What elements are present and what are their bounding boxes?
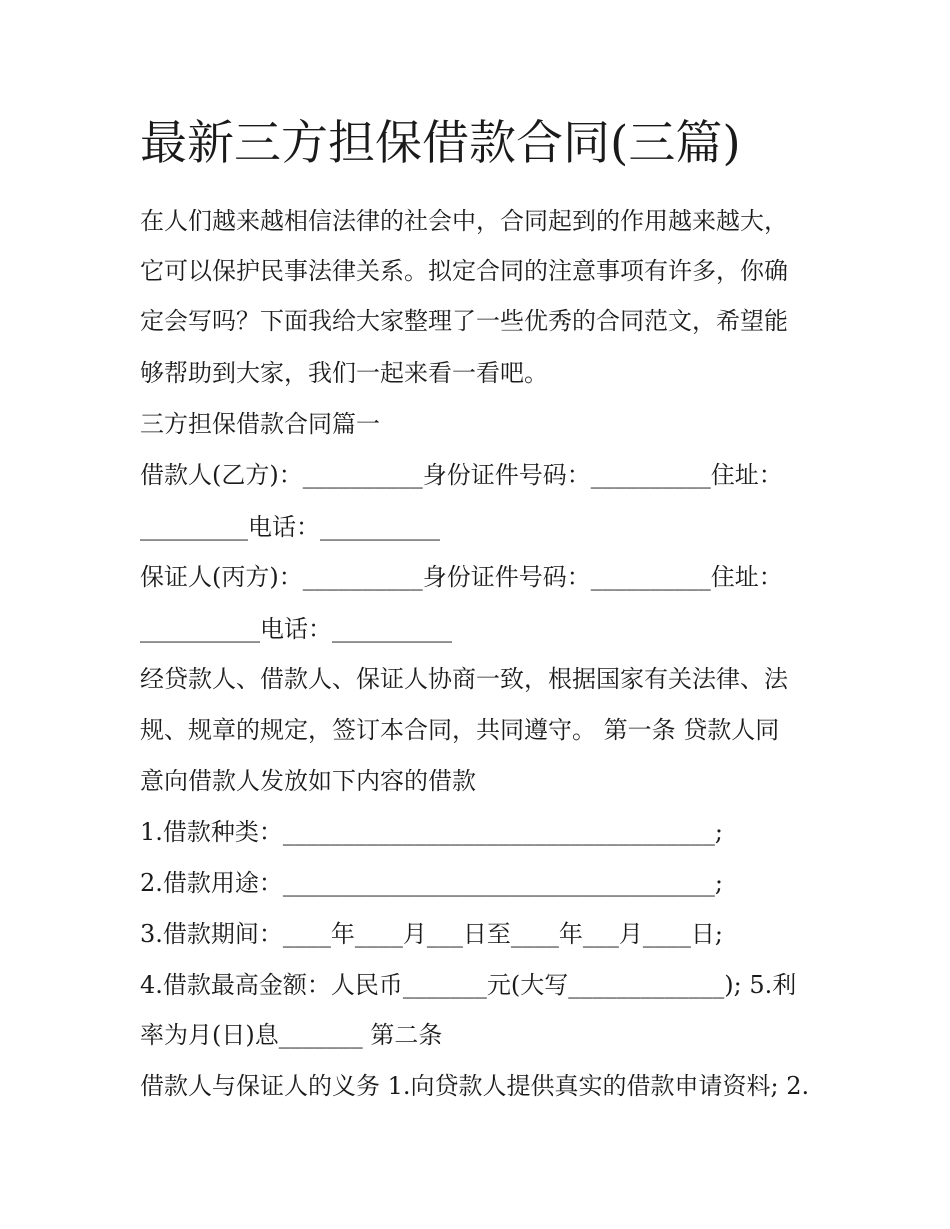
borrower-phone-line: _________电话：__________ xyxy=(140,513,440,541)
guarantor-phone-line: __________电话：__________ xyxy=(140,615,452,643)
paragraph-line: 定会写吗？下面我给大家整理了一些优秀的合同范文，希望能 xyxy=(140,307,788,335)
loan-amount-line: 4.借款最高金额：人民币_______元(大写_____________); 5.利 xyxy=(140,971,797,999)
interest-line: 率为月(日)息_______ 第二条 xyxy=(140,1021,443,1049)
loan-type-line: 1.借款种类：____________________________________; xyxy=(140,818,723,846)
paragraph-line: 够帮助到大家，我们一起来看一看吧。 xyxy=(140,359,548,387)
borrower-info-line: 借款人(乙方)：__________身份证件号码：__________住址： xyxy=(140,461,783,489)
loan-purpose-line: 2.借款用途：____________________________________; xyxy=(140,869,723,897)
obligations-line: 借款人与保证人的义务 1.向贷款人提供真实的借款申请资料; 2. xyxy=(140,1072,810,1100)
guarantor-info-line: 保证人(丙方)：__________身份证件号码：__________住址： xyxy=(140,563,783,591)
paragraph-line: 意向借款人发放如下内容的借款 xyxy=(140,767,476,795)
paragraph-line: 它可以保护民事法律关系。拟定合同的注意事项有许多，你确 xyxy=(140,257,788,285)
document-title: 最新三方担保借款合同(三篇) xyxy=(140,116,741,171)
paragraph-line: 在人们越来越相信法律的社会中，合同起到的作用越来越大， xyxy=(140,207,788,235)
loan-period-line: 3.借款期间：____年____月___日至____年___月____日; xyxy=(140,920,723,948)
paragraph-line: 经贷款人、借款人、保证人协商一致，根据国家有关法律、法 xyxy=(140,665,788,693)
paragraph-line: 规、规章的规定，签订本合同，共同遵守。 第一条 贷款人同 xyxy=(140,716,780,744)
section-heading: 三方担保借款合同篇一 xyxy=(140,410,380,438)
